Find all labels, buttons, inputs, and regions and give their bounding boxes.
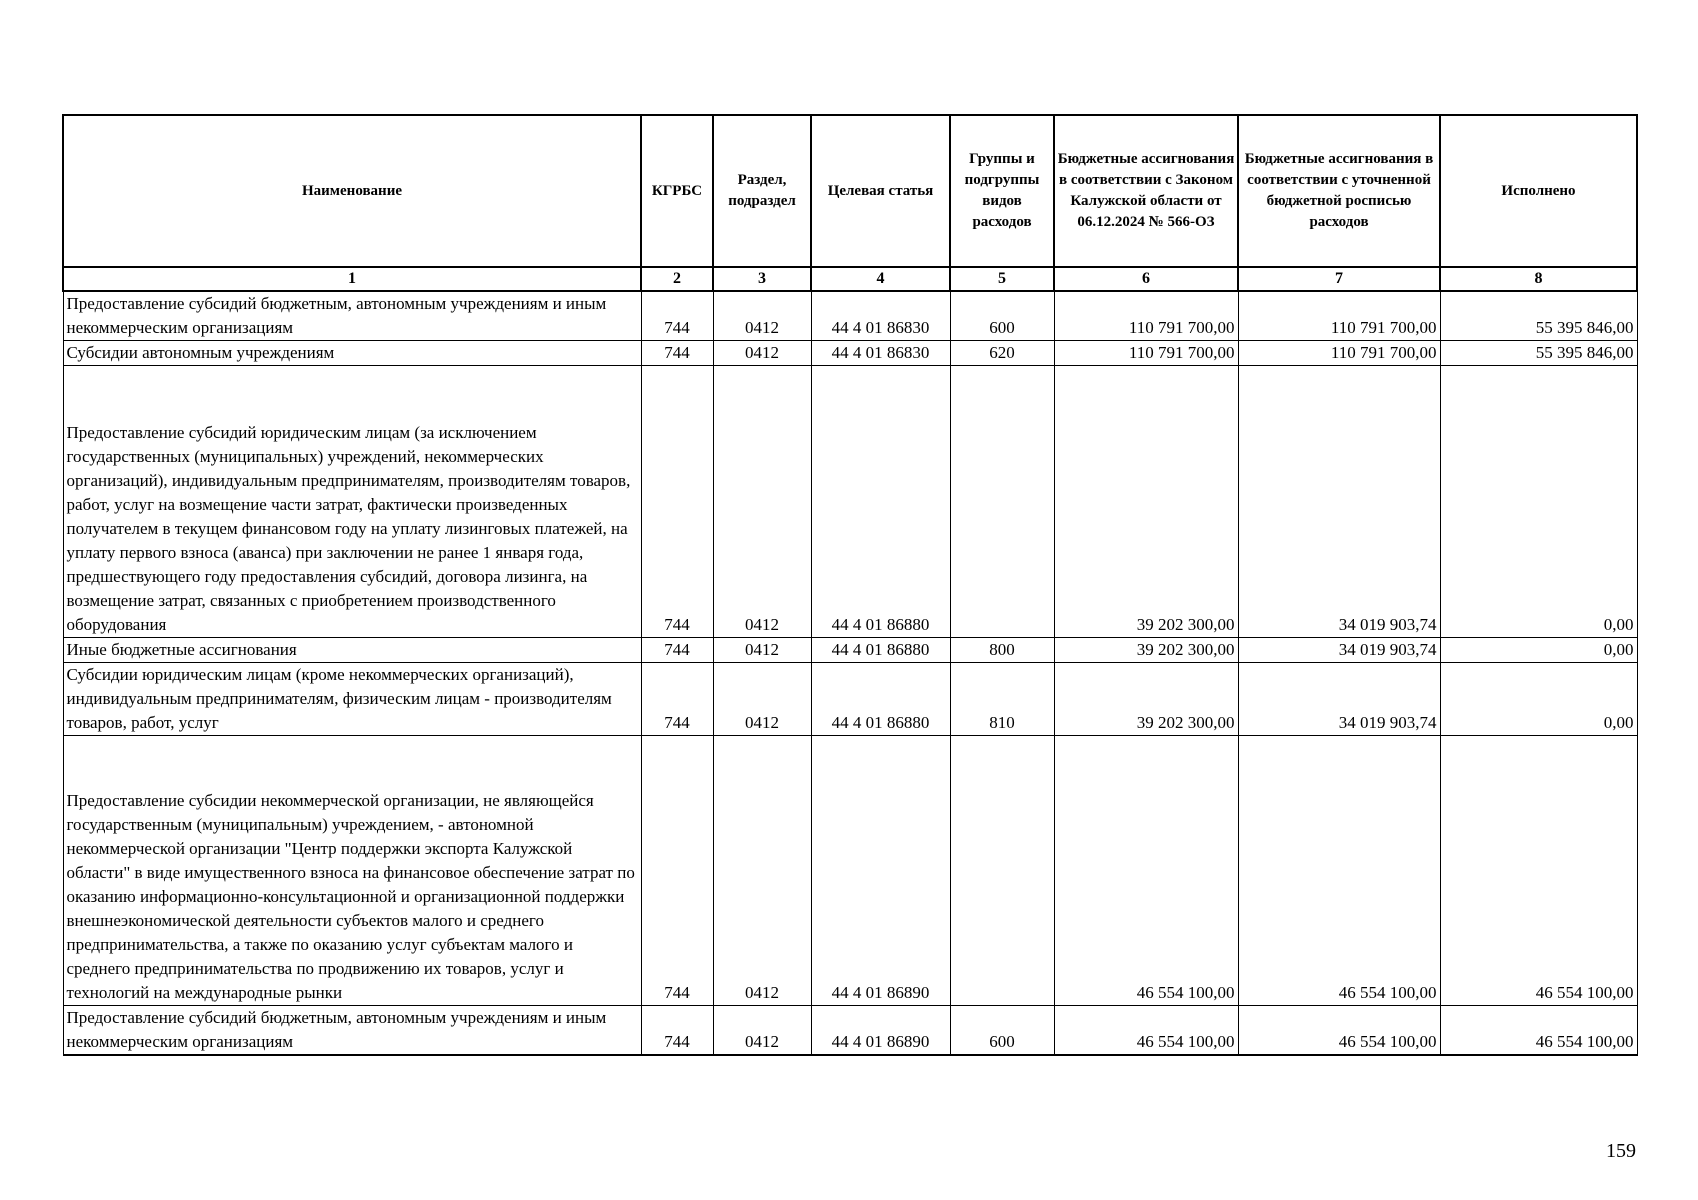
row-executed-amount: 46 554 100,00 (1440, 736, 1637, 1006)
row-law-amount: 110 791 700,00 (1054, 341, 1238, 366)
row-target: 44 4 01 86890 (811, 736, 950, 1006)
row-name: Предоставление субсидии некоммерческой организации, не являющейся государственным (муниципальным) учреждением, - автономной некоммерческой организации "Центр поддержки экспорта Калужской области" в виде имущественного взноса на финансовое обеспечение затрат по оказанию информационно-консультационной и организационной поддержки внешнеэкономической деятельности субъектов малого и среднего предпринимательства, а также по оказанию услуг субъектам малого и среднего предпринимательства по продвижению их товаров, услуг и технологий на международные рынки (63, 736, 641, 1006)
row-refined-amount: 110 791 700,00 (1238, 291, 1440, 341)
row-law-amount: 39 202 300,00 (1054, 638, 1238, 663)
row-law-amount: 39 202 300,00 (1054, 663, 1238, 736)
table-row (63, 291, 1637, 341)
header-kgrbs: КГРБС (641, 115, 713, 267)
header-groups: Группы и подгруппы видов расходов (950, 115, 1054, 267)
row-name: Предоставление субсидий юридическим лицам (за исключением государственных (муниципальных) учреждений, некоммерческих организаций), индивидуальным предпринимателям, производителям товаров, работ, услуг на возмещение части затрат, фактически произведенных получателем в текущем финансовом году на уплату лизинговых платежей, на уплату первого взноса (аванса) при заключении не ранее 1 января года, предшествующего году предоставления субсидий, договора лизинга, на возмещение затрат, связанных с приобретением производственного оборудования (63, 366, 641, 638)
column-number: 8 (1440, 267, 1637, 291)
header-section: Раздел, подраздел (713, 115, 811, 267)
column-number: 4 (811, 267, 950, 291)
row-section: 0412 (713, 638, 811, 663)
row-kgrbs: 744 (641, 366, 713, 638)
row-refined-amount: 34 019 903,74 (1238, 366, 1440, 638)
column-number: 5 (950, 267, 1054, 291)
header-row (63, 115, 1637, 267)
row-group: 600 (950, 291, 1054, 341)
row-target: 44 4 01 86830 (811, 291, 950, 341)
row-kgrbs: 744 (641, 291, 713, 341)
row-section: 0412 (713, 366, 811, 638)
row-kgrbs: 744 (641, 663, 713, 736)
column-number: 2 (641, 267, 713, 291)
row-section: 0412 (713, 341, 811, 366)
row-executed-amount: 55 395 846,00 (1440, 341, 1637, 366)
row-target: 44 4 01 86830 (811, 341, 950, 366)
table-row (63, 1006, 1637, 1056)
table-row (63, 341, 1637, 366)
row-name: Иные бюджетные ассигнования (63, 638, 641, 663)
row-executed-amount: 0,00 (1440, 638, 1637, 663)
header-executed: Исполнено (1440, 115, 1637, 267)
row-executed-amount: 0,00 (1440, 663, 1637, 736)
column-number-row (63, 267, 1637, 291)
table-row (63, 736, 1637, 1006)
row-executed-amount: 55 395 846,00 (1440, 291, 1637, 341)
row-target: 44 4 01 86880 (811, 366, 950, 638)
header-law: Бюджетные ассигнования в соответствии с Законом Калужской области от 06.12.2024 № 566-ОЗ (1054, 115, 1238, 267)
row-section: 0412 (713, 1006, 811, 1056)
row-group (950, 366, 1054, 638)
header-name: Наименование (63, 115, 641, 267)
table-row (63, 366, 1637, 638)
row-refined-amount: 46 554 100,00 (1238, 1006, 1440, 1056)
row-target: 44 4 01 86880 (811, 638, 950, 663)
row-refined-amount: 110 791 700,00 (1238, 341, 1440, 366)
row-kgrbs: 744 (641, 736, 713, 1006)
column-number: 7 (1238, 267, 1440, 291)
table-row (63, 663, 1637, 736)
row-section: 0412 (713, 663, 811, 736)
row-law-amount: 46 554 100,00 (1054, 1006, 1238, 1056)
row-section: 0412 (713, 291, 811, 341)
row-section: 0412 (713, 736, 811, 1006)
row-group: 810 (950, 663, 1054, 736)
row-executed-amount: 46 554 100,00 (1440, 1006, 1637, 1056)
row-law-amount: 110 791 700,00 (1054, 291, 1238, 341)
row-group: 620 (950, 341, 1054, 366)
budget-table (62, 114, 1638, 1056)
row-refined-amount: 34 019 903,74 (1238, 638, 1440, 663)
row-law-amount: 46 554 100,00 (1054, 736, 1238, 1006)
row-group: 600 (950, 1006, 1054, 1056)
row-kgrbs: 744 (641, 341, 713, 366)
column-number: 1 (63, 267, 641, 291)
table-row (63, 638, 1637, 663)
row-name: Субсидии автономным учреждениям (63, 341, 641, 366)
column-number: 6 (1054, 267, 1238, 291)
row-target: 44 4 01 86890 (811, 1006, 950, 1056)
row-name: Предоставление субсидий бюджетным, автономным учреждениям и иным некоммерческим организациям (63, 1006, 641, 1056)
row-target: 44 4 01 86880 (811, 663, 950, 736)
row-law-amount: 39 202 300,00 (1054, 366, 1238, 638)
row-kgrbs: 744 (641, 638, 713, 663)
row-name: Предоставление субсидий бюджетным, автономным учреждениям и иным некоммерческим организациям (63, 291, 641, 341)
row-group (950, 736, 1054, 1006)
row-name: Субсидии юридическим лицам (кроме некоммерческих организаций), индивидуальным предпринимателям, физическим лицам - производителям товаров, работ, услуг (63, 663, 641, 736)
row-refined-amount: 34 019 903,74 (1238, 663, 1440, 736)
header-target: Целевая статья (811, 115, 950, 267)
row-executed-amount: 0,00 (1440, 366, 1637, 638)
row-refined-amount: 46 554 100,00 (1238, 736, 1440, 1006)
row-group: 800 (950, 638, 1054, 663)
row-kgrbs: 744 (641, 1006, 713, 1056)
header-refined: Бюджетные ассигнования в соответствии с уточненной бюджетной росписью расходов (1238, 115, 1440, 267)
page-number: 159 (1606, 1140, 1636, 1162)
column-number: 3 (713, 267, 811, 291)
